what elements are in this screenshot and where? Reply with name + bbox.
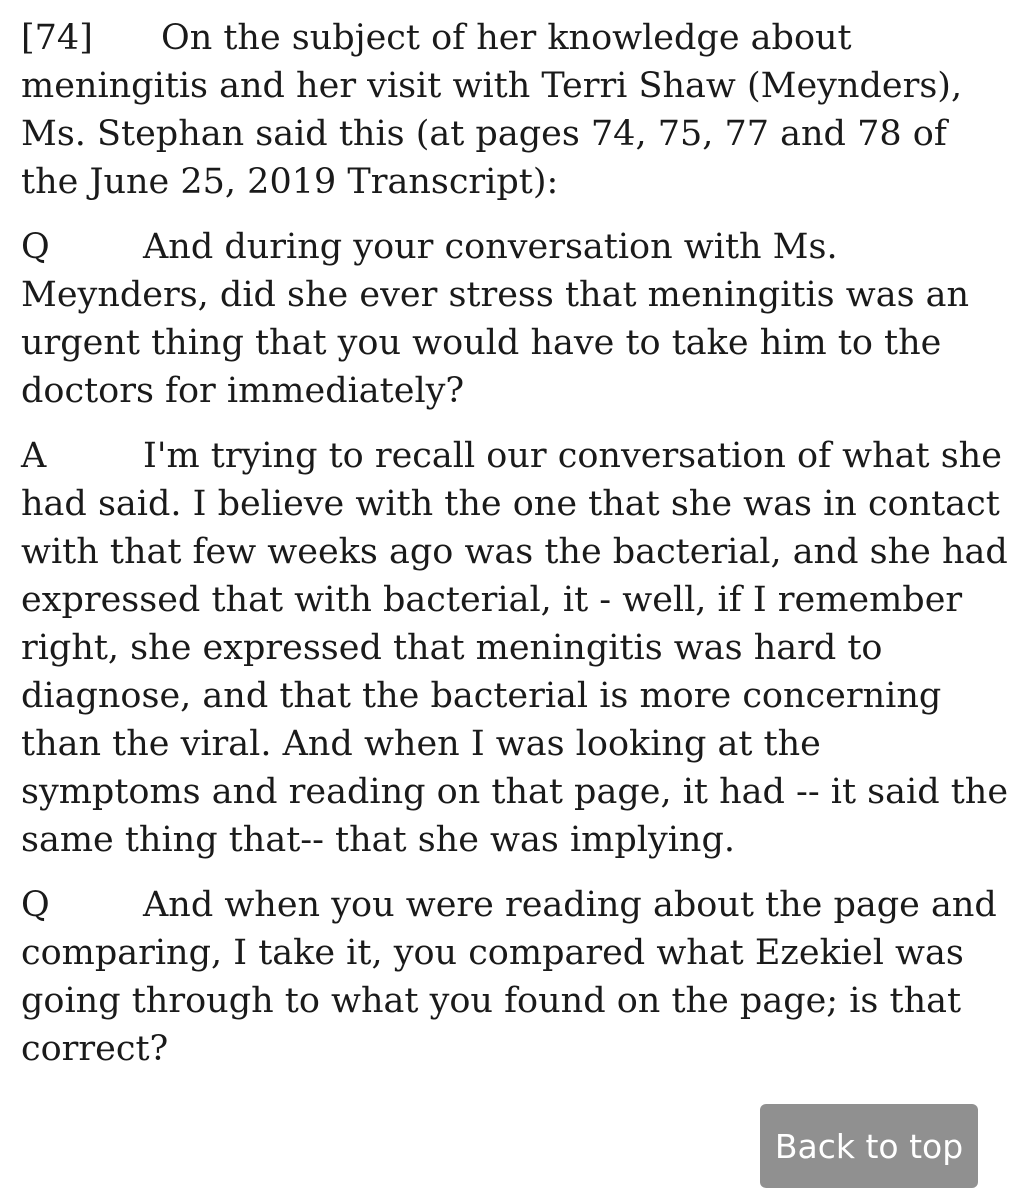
paragraph-74: [21, 14, 1011, 206]
speaker-tag-a: A: [21, 436, 47, 476]
speaker-tag-q: Q: [21, 885, 50, 925]
question-1: [21, 223, 1011, 415]
back-to-top-button[interactable]: Back to top: [760, 1104, 978, 1188]
paragraph-text: On the subject of her knowledge about meningitis and her visit with Terri Shaw (Meynders), Ms. Stephan said this (at pages 74, 75, 77 and 78 of the June 25, 2019 Transcript):: [21, 18, 963, 202]
question-text: And when you were reading about the page and comparing, I take it, you compared what Ezekiel was going through to what you found on the page; is that correct?: [21, 885, 997, 1069]
answer-text: I'm trying to recall our conversation of what she had said. I believe with the one that she was in contact with that few weeks ago was the bacterial, and she had expressed that with bacterial, it - well, if I remember right, she expressed that meningitis was hard to diagnose, and that the bacterial is more concerning than the viral. And when I was looking at the symptoms and reading on that page, it had -- it said the same thing that-- that she was implying.: [21, 436, 1009, 860]
speaker-tag-q: Q: [21, 227, 50, 267]
transcript-excerpt: [21, 14, 1011, 1090]
paragraph-number: [74]: [21, 18, 93, 58]
answer-1: [21, 432, 1011, 864]
question-text: And during your conversation with Ms. Meynders, did she ever stress that meningitis was an urgent thing that you would have to take him to the doctors for immediately?: [21, 227, 970, 411]
question-2: [21, 881, 1011, 1073]
